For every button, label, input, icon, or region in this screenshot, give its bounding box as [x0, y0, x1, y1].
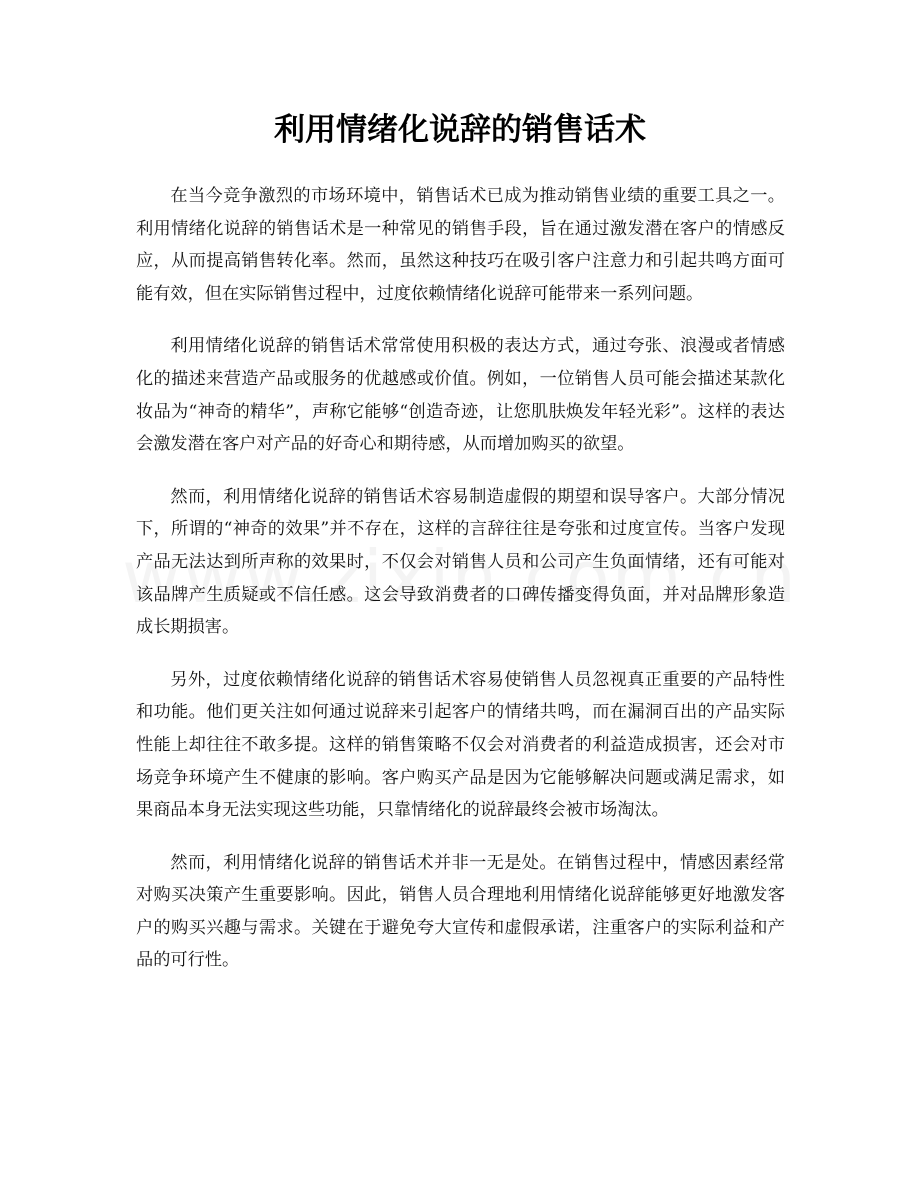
paragraph-5: 然而，利用情绪化说辞的销售话术并非一无是处。在销售过程中，情感因素经常对购买决策产生重要影响。因此，销售人员合理地利用情绪化说辞能够更好地激发客户的购买兴趣与需求。关键在于避免夸大宣传和虚假承诺，注重客户的实际利益和产品的可行性。	[136, 852, 785, 971]
document-title: 利用情绪化说辞的销售话术	[274, 112, 646, 148]
paragraph-3: 然而，利用情绪化说辞的销售话术容易制造虚假的期望和误导客户。大部分情况下，所谓的“神奇的效果”并不存在，这样的言辞往往是夸张和过度宣传。当客户发现产品无法达到所声称的效果时，不仅会对销售人员和公司产生负面情绪，还有可能对该品牌产生质疑或不信任感。这会导致消费者的口碑传播变得负面，并对品牌形象造成长期损害。	[136, 486, 785, 638]
document-body	[136, 180, 785, 997]
paragraph-4: 另外，过度依赖情绪化说辞的销售话术容易使销售人员忽视真正重要的产品特性和功能。他们更关注如何通过说辞来引起客户的情绪共鸣，而在漏洞百出的产品实际性能上却往往不敢多提。这样的销售策略不仅会对消费者的利益造成损害，还会对市场竞争环境产生不健康的影响。客户购买产品是因为它能够解决问题或满足需求，如果商品本身无法实现这些功能，只靠情绪化的说辞最终会被市场淘汰。	[136, 669, 785, 821]
paragraph-2: 利用情绪化说辞的销售话术常常使用积极的表达方式，通过夸张、浪漫或者情感化的描述来营造产品或服务的优越感或价值。例如，一位销售人员可能会描述某款化妆品为“神奇的精华”，声称它能够“创造奇迹，让您肌肤焕发年轻光彩”。这样的表达会激发潜在客户对产品的好奇心和期待感，从而增加购买的欲望。	[136, 336, 785, 455]
paragraph-1: 在当今竞争激烈的市场环境中，销售话术已成为推动销售业绩的重要工具之一。利用情绪化说辞的销售话术是一种常见的销售手段，旨在通过激发潜在客户的情感反应，从而提高销售转化率。然而，虽然这种技巧在吸引客户注意力和引起共鸣方面可能有效，但在实际销售过程中，过度依赖情绪化说辞可能带来一系列问题。	[136, 186, 785, 304]
